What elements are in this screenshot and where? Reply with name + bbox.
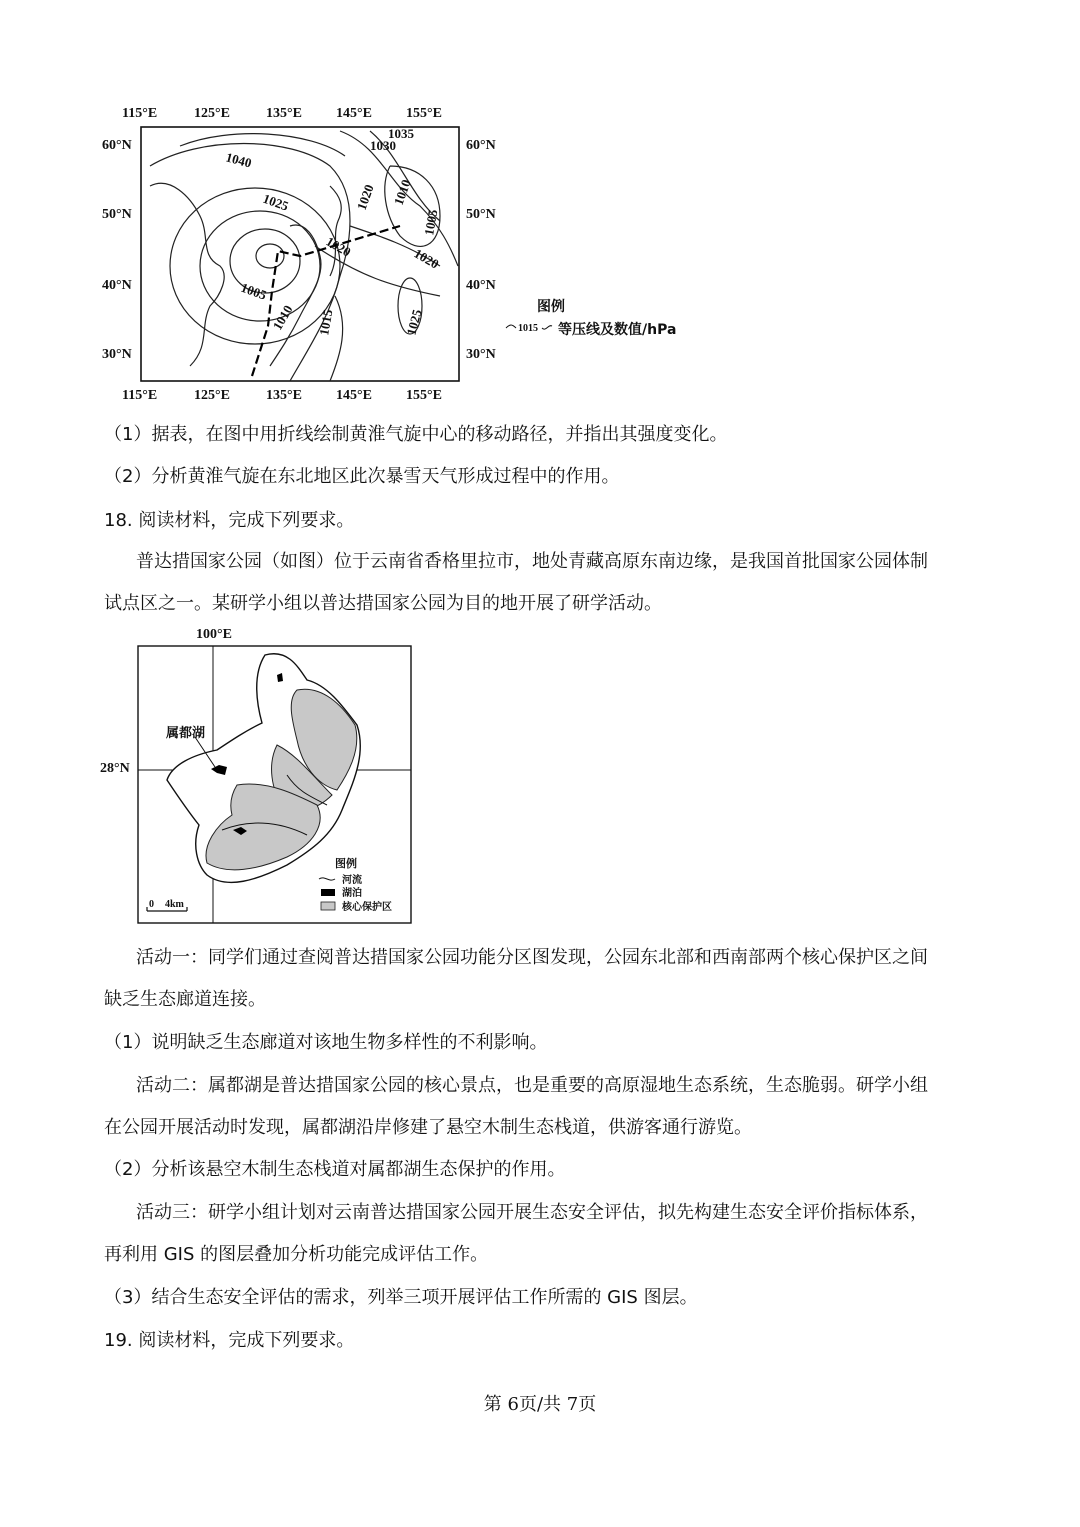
q17-sub1: （1）据表，在图中用折线绘制黄淮气旋中心的移动路径，并指出其强度变化。 — [104, 424, 728, 445]
map2-lake-label: 属都湖 — [166, 725, 206, 740]
map1-lon-label-bottom: 125°E — [194, 388, 230, 403]
q17-sub2: （2）分析黄淮气旋在东北地区此次暴雪天气形成过程中的作用。 — [104, 466, 620, 487]
map1-lon-label-bottom: 155°E — [406, 388, 442, 403]
scale-km: 4km — [165, 899, 184, 910]
map1-lat-label-left: 60°N — [102, 138, 132, 153]
map2-legend-river: 河流 — [342, 875, 362, 886]
q19-heading: 19. 阅读材料，完成下列要求。 — [104, 1330, 355, 1351]
map1-lon-label-top: 125°E — [194, 106, 230, 121]
activity2-line2: 在公园开展活动时发现，属都湖沿岸修建了悬空木制生态栈道，供游客通行游览。 — [104, 1117, 752, 1138]
map1-lat-label-left: 30°N — [102, 347, 132, 362]
activity2-line1: 活动二：属都湖是普达措国家公园的核心景点，也是重要的高原湿地生态系统，生态脆弱。研学小组 — [136, 1075, 928, 1096]
map1-legend-isobar-sample — [504, 318, 554, 336]
map1-lat-label-right: 60°N — [466, 138, 496, 153]
q18-sub2: （2）分析该悬空木制生态栈道对属都湖生态保护的作用。 — [104, 1159, 566, 1180]
map1-lon-label-top: 155°E — [406, 106, 442, 121]
isobar-label: 1020 — [353, 182, 377, 213]
page-footer: 第 6页/共 7页 — [483, 1394, 597, 1415]
map1-lat-label-left: 50°N — [102, 207, 132, 222]
isobar-label: 1020 — [323, 233, 354, 260]
isobar-map — [100, 100, 540, 410]
isobar-label: 1025 — [403, 307, 425, 337]
map1-lon-label-top: 135°E — [266, 106, 302, 121]
map1-lat-label-right: 40°N — [466, 278, 496, 293]
map1-lon-label-top: 145°E — [336, 106, 372, 121]
isobar-label: 1040 — [224, 149, 254, 171]
legend-core-symbol — [321, 902, 335, 910]
q18-sub1: （1）说明缺乏生态廊道对该地生物多样性的不利影响。 — [104, 1032, 548, 1053]
map2-legend-lake: 湖泊 — [342, 888, 362, 899]
map1-legend-sample-value: 1015 — [518, 323, 538, 334]
isobar-label: 1030 — [370, 138, 396, 153]
map1-lat-label-left: 40°N — [102, 278, 132, 293]
map1-lat-label-right: 50°N — [466, 207, 496, 222]
activity1-line1: 活动一：同学们通过查阅普达措国家公园功能分区图发现，公园东北部和西南部两个核心保护区之间 — [136, 947, 928, 968]
isobar-map-frame — [140, 126, 462, 384]
map2-lon-label: 100°E — [196, 627, 232, 642]
isobar-label: 1005 — [238, 279, 269, 303]
isobar-label: 1005 — [421, 208, 441, 237]
isobar-label: 1035 — [388, 126, 414, 141]
activity3-line2: 再利用 GIS 的图层叠加分析功能完成评估工作。 — [104, 1244, 489, 1265]
map1-lon-label-top: 115°E — [122, 106, 158, 121]
map1-lat-label-right: 30°N — [466, 347, 496, 362]
map2-legend-core: 核心保护区 — [342, 902, 392, 913]
q18-intro-line2: 试点区之一。某研学小组以普达措国家公园为目的地开展了研学活动。 — [104, 593, 662, 614]
q18-intro-line1: 普达措国家公园（如图）位于云南省香格里拉市，地处青藏高原东南边缘，是我国首批国家公园体制 — [136, 551, 928, 572]
q18-sub3: （3）结合生态安全评估的需求，列举三项开展评估工作所需的 GIS 图层。 — [104, 1287, 698, 1308]
scale-zero: 0 — [149, 899, 154, 910]
map2-lat-label: 28°N — [100, 761, 130, 776]
isobar-label: 1025 — [260, 190, 291, 214]
isobar-label: 1010 — [390, 177, 414, 208]
map1-lon-label-bottom: 135°E — [266, 388, 302, 403]
map1-legend-text: 等压线及数值/hPa — [558, 322, 677, 338]
isobar-label: 1020 — [411, 245, 442, 272]
q18-heading: 18. 阅读材料，完成下列要求。 — [104, 510, 355, 531]
isobar-label: 1015 — [316, 308, 336, 337]
map1-legend-title: 图例 — [537, 299, 565, 315]
isobar-label: 1010 — [269, 302, 296, 333]
park-map — [137, 645, 413, 925]
map1-lon-label-bottom: 145°E — [336, 388, 372, 403]
activity1-line2: 缺乏生态廊道连接。 — [104, 989, 266, 1010]
activity3-line1: 活动三：研学小组计划对云南普达措国家公园开展生态安全评估，拟先构建生态安全评价指标体系， — [136, 1202, 928, 1223]
map2-legend-title: 图例 — [335, 858, 357, 870]
map1-lon-label-bottom: 115°E — [122, 388, 158, 403]
legend-lake-symbol — [321, 889, 335, 896]
